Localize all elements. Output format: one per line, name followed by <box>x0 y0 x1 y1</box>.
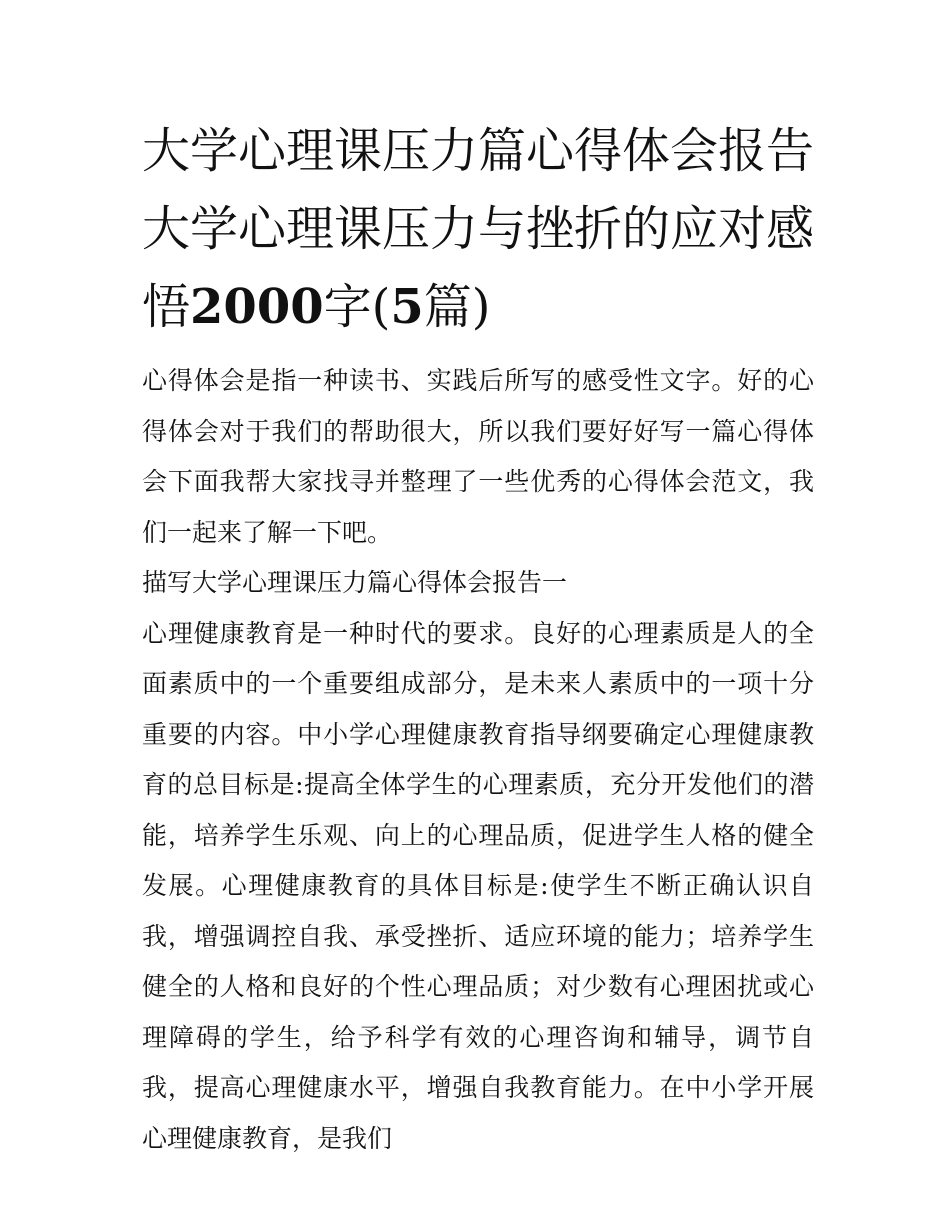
section-heading: 描写大学心理课压力篇心得体会报告一 <box>142 568 568 597</box>
title-text-part3: 篇) <box>423 279 491 335</box>
intro-paragraph: 心得体会是指一种读书、实践后所写的感受性文字。好的心得体会对于我们的帮助很大，所以我们要好好写一篇心得体会下面我帮大家找寻并整理了一些优秀的心得体会范文，我们一起来了解一下吧。 <box>142 366 814 547</box>
title-text-part1: 大学心理课压力篇心得体会报告 大学心理课压力与挫折的应对感悟 <box>142 123 815 335</box>
document-content <box>142 112 814 1164</box>
body-paragraph: 心理健康教育是一种时代的要求。良好的心理素质是人的全面素质中的一个重要组成部分，是未来人素质中的一项十分重要的内容。中小学心理健康教育指导纲要确定心理健康教育的总目标是:提高全体学生的心理素质，充分开发他们的潜能，培养学生乐观、向上的心理品质，促进学生人格的健全发展。心理健康教育的具体目标是:使学生不断正确认识自我，增强调控自我、承受挫折、适应环境的能力；培养学生健全的人格和良好的个性心理品质；对少数有心理困扰或心理障碍的学生，给予科学有效的心理咨询和辅导，调节自我，提高心理健康水平，增强自我教育能力。在中小学开展心理健康教育，是我们 <box>142 618 814 1153</box>
document-title <box>142 112 814 346</box>
title-article-count: 5 <box>390 279 424 335</box>
title-text-part2: 字( <box>323 279 391 335</box>
title-word-count: 2000 <box>190 279 324 335</box>
